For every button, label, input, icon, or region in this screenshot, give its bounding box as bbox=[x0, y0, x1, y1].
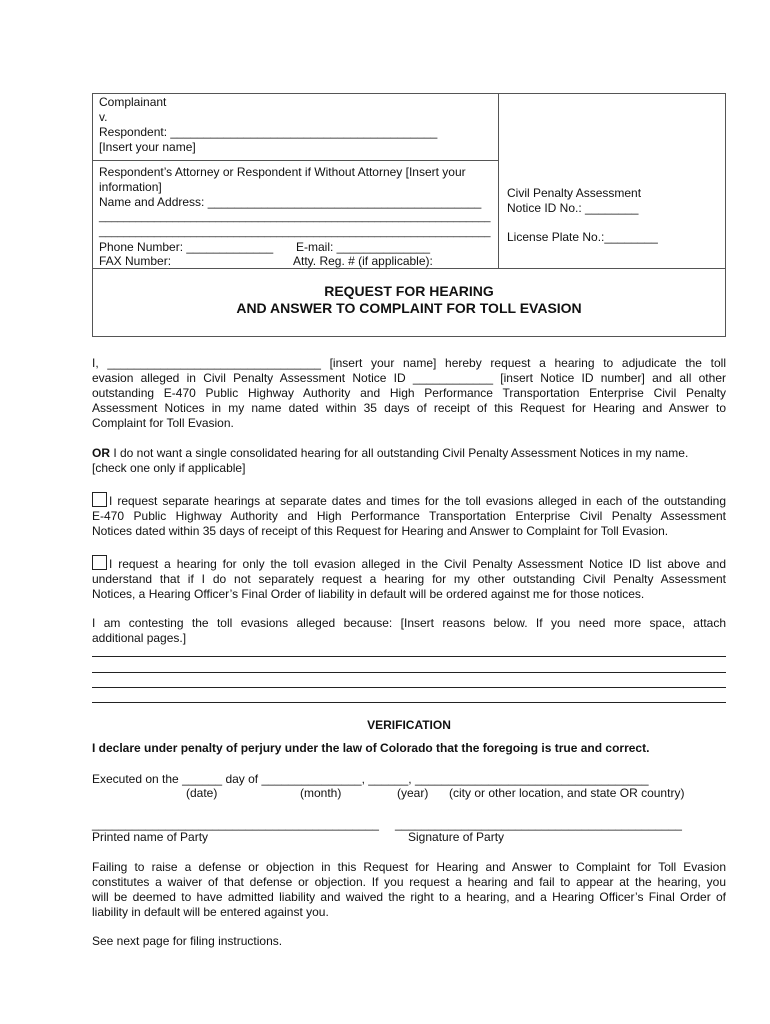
email-field[interactable]: E-mail: ______________ bbox=[296, 240, 431, 254]
date-caption: (date) bbox=[186, 786, 218, 800]
month-caption: (month) bbox=[300, 786, 342, 800]
or-line-text: I do not want a single consolidated hearing for all outstanding Civil Penalty Assessment Notices in my name. bbox=[110, 446, 689, 460]
waiver-line: constitutes a waiver of that defense or objection. If you request a hearing and fail to appear at the hearing, you bbox=[92, 875, 726, 889]
waiver-line: will be deemed to have admitted liability and waived the right to a hearing, and a Hearing Officer’s Final Order of bbox=[92, 890, 726, 904]
next-page-note: See next page for filing instructions. bbox=[92, 934, 283, 948]
option2-text: I request a hearing for only the toll evasion alleged in the Civil Penalty Assessment Notice ID list above and bbox=[109, 557, 726, 571]
p1-line: Assessment Notices in my name dated within 35 days of receipt of this Request for Hearing and Answer to bbox=[92, 401, 726, 415]
signature-blank[interactable]: ___________________________________________ bbox=[395, 817, 682, 831]
printed-name-caption: Printed name of Party bbox=[92, 830, 209, 844]
contest-line: I am contesting the toll evasions alleged because: [Insert reasons below. If you need more space, attach bbox=[92, 616, 726, 630]
option1-line bbox=[92, 492, 726, 509]
versus-label: v. bbox=[99, 110, 108, 124]
hearing-request-paragraph bbox=[92, 356, 726, 431]
caption-left-cell bbox=[93, 94, 499, 268]
p1-line: I, ________________________________ [insert your name] hereby request a hearing to adjudicate the toll bbox=[92, 356, 726, 370]
fax-field[interactable]: FAX Number: bbox=[99, 254, 172, 268]
option2-line bbox=[92, 555, 726, 572]
option2-line: understand that if I do not separately request a hearing for my other outstanding Civil Penalty Assessment bbox=[92, 572, 726, 586]
complainant-label: Complainant bbox=[99, 95, 167, 109]
option1-text: I request separate hearings at separate dates and times for the toll evasions alleged in each of the outstanding bbox=[109, 494, 726, 508]
or-paragraph bbox=[92, 446, 726, 476]
p1-line: outstanding E-470 Public Highway Authority and High Performance Transportation Enterprise Civil Penalty bbox=[92, 386, 726, 400]
location-caption: (city or other location, and state OR country) bbox=[449, 786, 685, 800]
address-blank-1[interactable]: ________________________________________________________________ bbox=[99, 211, 491, 223]
or-instruction: [check one only if applicable] bbox=[92, 461, 246, 475]
atty-reg-field[interactable]: Atty. Reg. # (if applicable): bbox=[293, 254, 433, 268]
option-separate-hearings bbox=[92, 492, 726, 539]
or-line bbox=[92, 446, 726, 461]
title-box bbox=[93, 268, 725, 337]
option1-line: E-470 Public Highway Authority and High Performance Transportation Enterprise Civil Penalty Assessment bbox=[92, 509, 726, 523]
name-address-field[interactable]: Name and Address: _________________________________________ bbox=[99, 195, 482, 209]
verification-heading: VERIFICATION bbox=[367, 718, 451, 732]
reason-line-2[interactable] bbox=[92, 672, 726, 673]
reason-line-3[interactable] bbox=[92, 687, 726, 688]
respondent-field[interactable]: Respondent: ________________________________________ bbox=[99, 125, 438, 139]
waiver-paragraph bbox=[92, 860, 726, 920]
address-blank-2[interactable]: ________________________________________________________________ bbox=[99, 226, 491, 238]
declaration-statement: I declare under penalty of perjury under the law of Colorado that the foregoing is true and correct. bbox=[92, 741, 650, 755]
caption-divider bbox=[93, 160, 498, 161]
cpa-label: Civil Penalty Assessment bbox=[507, 186, 642, 200]
single-hearing-checkbox[interactable] bbox=[92, 555, 107, 570]
reason-line-4[interactable] bbox=[92, 702, 726, 703]
option-single-hearing bbox=[92, 555, 726, 602]
caption-table bbox=[92, 93, 726, 337]
p1-line: evasion alleged in Civil Penalty Assessment Notice ID ____________ [insert Notice ID number] and all other bbox=[92, 371, 726, 385]
notice-id-field[interactable]: Notice ID No.: ________ bbox=[507, 201, 639, 215]
license-plate-field[interactable]: License Plate No.:________ bbox=[507, 230, 658, 244]
contest-paragraph bbox=[92, 616, 726, 646]
waiver-line: liability in default will be entered against you. bbox=[92, 905, 329, 919]
waiver-line: Failing to raise a defense or objection in this Request for Hearing and Answer to Complaint for Toll Evasion bbox=[92, 860, 726, 874]
separate-hearings-checkbox[interactable] bbox=[92, 492, 107, 507]
caption-right-cell bbox=[499, 94, 725, 268]
contest-line: additional pages.] bbox=[92, 631, 187, 645]
attorney-label: Respondent’s Attorney or Respondent if Without Attorney [Insert your bbox=[99, 165, 466, 179]
year-caption: (year) bbox=[397, 786, 429, 800]
option2-line: Notices, a Hearing Officer’s Final Order of liability in default will be ordered against me for those notices. bbox=[92, 587, 645, 601]
printed-name-blank[interactable]: ___________________________________________ bbox=[92, 817, 379, 831]
document-subtitle: AND ANSWER TO COMPLAINT FOR TOLL EVASION bbox=[236, 300, 582, 316]
p1-line: Complaint for Toll Evasion. bbox=[92, 416, 234, 430]
reason-line-1[interactable] bbox=[92, 656, 726, 657]
option1-line: Notices dated within 35 days of receipt of this Request for Hearing and Answer to Complaint for Toll Evasion. bbox=[92, 524, 669, 538]
phone-field[interactable]: Phone Number: _____________ bbox=[99, 240, 274, 254]
signature-caption: Signature of Party bbox=[408, 830, 505, 844]
executed-line[interactable]: Executed on the ______ day of _______________, ______, ___________________________________ bbox=[92, 772, 649, 786]
or-word: OR bbox=[92, 446, 110, 460]
attorney-label-cont: information] bbox=[99, 180, 162, 194]
case-caption bbox=[92, 93, 726, 337]
insert-name-hint: [Insert your name] bbox=[99, 140, 196, 154]
document-title: REQUEST FOR HEARING bbox=[324, 283, 494, 299]
